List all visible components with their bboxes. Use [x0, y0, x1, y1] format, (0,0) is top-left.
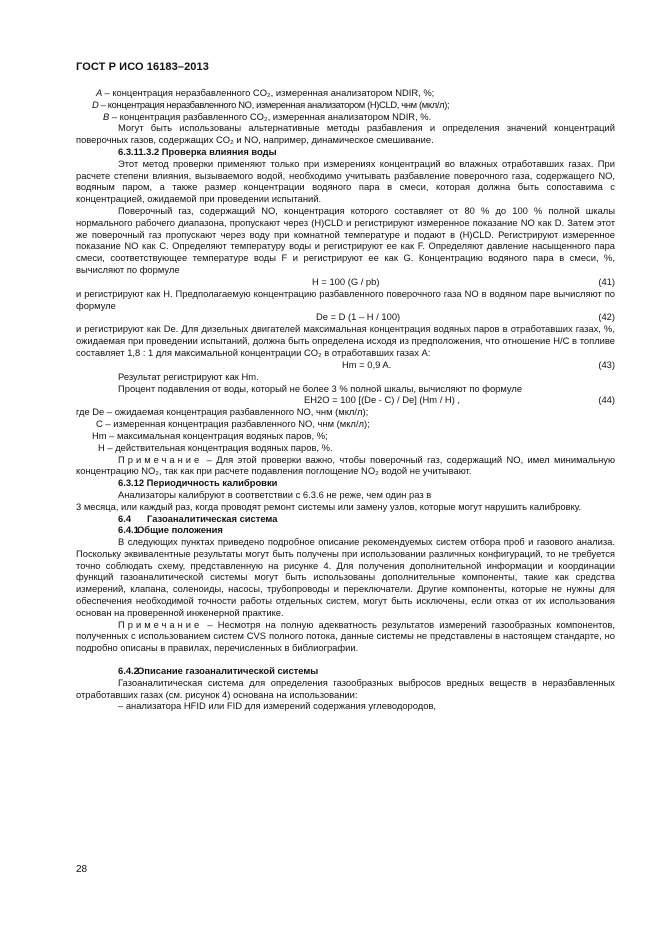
page-content — [76, 87, 615, 712]
paragraph: 3 месяца, или каждый раз, когда проводят ремонт системы или замену узлов, которые могут нарушить калибровку. — [76, 500, 582, 512]
paragraph: Этот метод проверки применяют только при измерениях концентраций во влажных отработавших газах. При расчете степени влияния, вызываемого водой, необходимо учитывать разбавление поверочного газа, содержащего NO, водяным паром, а также размер концентрации водяного пара в смеси, которая должна быть сопоставима с концентрацией, ожидаемой при проведении испытаний. — [76, 157, 615, 205]
paragraph: В следующих пунктах приведено подробное описание рекомендуемых систем отбора проб и газового анализа. Поскольку эквивалентные результаты могут быть получены при использовании различных конфигураций, то не требуется точно соблюдать схему, представленную на рисунке 4. Для получения дополнительной информации и координации функций газоаналитической системы могут быть использованы дополнительные компоненты, такие как средства измерений, клапана, соленоиды, насосы, трубопроводы и переключатели. Другие компоненты, которые не нужны для обеспечения необходимой точности работы отдельных систем, могут быть исключены, если отказ от их использования основан на проверенной инженерной практике. — [76, 536, 615, 618]
document-header: ГОСТ Р ИСО 16183–2013 — [76, 61, 209, 73]
section-heading-6-4-2: 6.4.2Описание газоаналитической системы — [118, 665, 319, 677]
legend-item: C – измеренная концентрация разбавленного NO, чнм (мкл/л); — [96, 418, 370, 430]
equation-44 — [76, 394, 615, 406]
equation-number: (43) — [598, 358, 615, 370]
legend-item: где De – ожидаемая концентрация разбавленного NO, чнм (мкл/л); — [76, 406, 369, 418]
legend-item: Hm – максимальная концентрация водяных паров, %; — [92, 429, 328, 441]
paragraph: Поверочный газ, содержащий NO, концентрация которого составляет от 80 % до 100 % полной шкалы нормального рабочего диапазона, пропускают через (H)CLD и регистрируют измеренное показание NO как D. Затем этот же поверочный газ пропускают через воду при комнатной температуре и подают в (H)CLD. Регистрируют измеренное показание NO как C. Определяют температуру воды и регистрируют ее как F. Определяют давление насыщенного пара смеси, соответствующее температуре воды F и регистрируют ее как G. Концентрацию водяного пара в смеси, %, вычисляют по формуле — [76, 204, 615, 275]
equation-formula: De = D (1 – H / 100) — [316, 311, 401, 323]
legend-item: H – действительная концентрация водяных паров, %. — [98, 441, 333, 453]
paragraph-alt-methods: Могут быть использованы альтернативные методы разбавления и определения значений концентраций поверочных газов, содержащих CO₂ и NO, например, динамическое смешивание. — [76, 122, 615, 146]
page-number: 28 — [76, 864, 88, 875]
list-item: – анализатора HFID или FID для измерений содержания углеводородов, — [118, 700, 437, 712]
paragraph: Процент подавления от воды, который не более 3 % полной шкалы, вычисляют по формуле — [118, 382, 523, 394]
note — [76, 619, 615, 654]
equation-formula: H = 100 (G / pb) — [312, 275, 380, 287]
legend-item-b: B – концентрация разбавленного CO₂, измеренная анализатором NDIR, %. — [103, 110, 432, 122]
equation-41 — [76, 276, 615, 288]
section-heading-6-3-12: 6.3.12 Периодичность калибровки — [118, 477, 278, 489]
section-heading-6-4-1: 6.4.1Общие положения — [118, 524, 223, 536]
equation-number: (44) — [598, 394, 615, 406]
note-label: Примечание — [118, 618, 203, 630]
legend-item-d: D – концентрация неразбавленного NO, измеренная анализатором (H)CLD, чнм (мкл/л); — [92, 98, 450, 110]
note — [76, 454, 615, 478]
paragraph: Газоаналитическая система для определения газообразных выбросов вредных веществ в неразбавленных отработавших газах (см. рисунок 4) основана на использовании: — [76, 676, 615, 700]
equation-formula: Hm = 0,9 A. — [342, 358, 392, 370]
note-text: – Несмотря на полную адекватность результатов измерений газообразных компонентов, полученных с использованием систем CVS полного потока, данные системы не представлены в настоящем стандарте, но подробно описаны в правилах, перечисленных в библиографии. — [76, 618, 615, 654]
note-text: – Для этой проверки важно, чтобы поверочный газ, содержащий NO, имел минимальную концентрацию NO₂, так как при расчете подавления поглощение NO₂ водой не учитывают. — [76, 453, 615, 477]
note-label: Примечание — [118, 453, 203, 465]
legend-item-a: A – концентрация неразбавленного CO₂, измеренная анализатором NDIR, %; — [96, 87, 435, 98]
equation-number: (42) — [598, 311, 615, 323]
paragraph: и регистрируют как De. Для дизельных двигателей максимальная концентрация водяных паров в отработавших газах, %, ожидаемая при проведении испытаний, должна быть определена исходя из предположения, что отношение H/C в топливе составляет 1,8 : 1 для максимальной концентрации CO₂ в отработавших газах A: — [76, 323, 615, 358]
equation-42 — [76, 311, 615, 323]
paragraph: и регистрируют как H. Предполагаемую концентрацию разбавленного поверочного газа NO в водяном паре вычисляют по формуле — [76, 287, 615, 311]
section-heading-6-4: 6.4 Газоаналитическая система — [118, 512, 278, 524]
equation-43 — [76, 359, 615, 371]
equation-formula: EH2O = 100 [(De - C) / De] (Hm / H) , — [304, 394, 461, 406]
paragraph: Результат регистрируют как Hm. — [118, 370, 259, 382]
paragraph: Анализаторы калибруют в соответствии с 6.3.6 не реже, чем один раз в — [118, 488, 432, 500]
equation-number: (41) — [598, 275, 615, 287]
section-heading-6-3-11-3-2: 6.3.11.3.2 Проверка влияния воды — [118, 145, 277, 157]
